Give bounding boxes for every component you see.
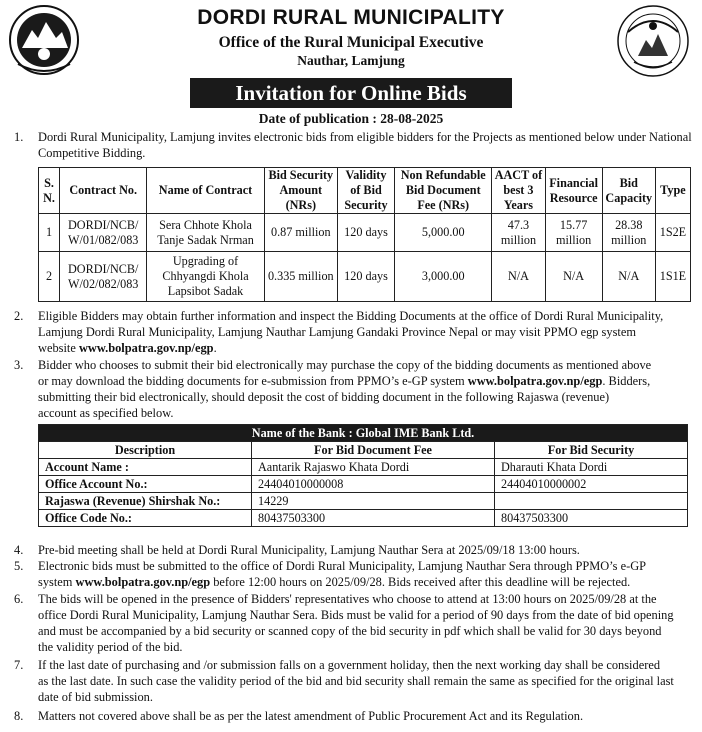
text-line: and must be accompanied by a bid security or scanned copy of the bid security in pdf which shall be valid for 30 days beyond [38, 624, 662, 638]
col-contract-name: Name of Contract [147, 168, 264, 214]
table-row [39, 459, 688, 476]
office-location: Nauthar, Lamjung [297, 53, 405, 68]
text: system [38, 575, 76, 589]
text: . [213, 341, 217, 355]
col-doc-fee: For Bid Document Fee [252, 442, 495, 459]
cell: Office Account No.: [39, 476, 252, 493]
text-line: Bidder who chooses to submit their bid electronically may purchase the copy of the bidding documents as mentioned above [38, 358, 652, 372]
egp-link[interactable]: www.bolpatra.gov.np/egp [467, 374, 603, 388]
item-number: 4. [14, 543, 24, 557]
cell: 5,000.00 [395, 214, 492, 252]
cell: 24404010000002 [495, 476, 688, 493]
col-sn: S. N. [39, 168, 60, 214]
cell: 80437503300 [252, 510, 495, 527]
paragraph-8: Matters not covered above shall be as per the latest amendment of Public Procurement Act and its Regulation. [38, 709, 584, 723]
text-line: date of bid submission. [38, 690, 153, 704]
cell: 24404010000008 [252, 476, 495, 493]
item-number: 7. [14, 658, 24, 672]
col-bid-security: Bid Security Amount (NRs) [264, 168, 337, 214]
cell: Rajaswa (Revenue) Shirshak No.: [39, 493, 252, 510]
table-row [39, 476, 688, 493]
paragraph-1: Dordi Rural Municipality, Lamjung invites electronic bids from eligible bidders for the Projects as mentioned below under National Competitive Bidding. [38, 130, 692, 160]
item-number: 5. [14, 559, 24, 573]
office-seal-icon [616, 4, 690, 78]
item-number: 3. [14, 358, 24, 372]
paragraph-6 [38, 591, 700, 655]
table-row [39, 493, 688, 510]
col-aact: AACT of best 3 Years [492, 168, 545, 214]
egp-link[interactable]: www.bolpatra.gov.np/egp [75, 575, 211, 589]
bid-table [38, 167, 691, 302]
text-line [38, 340, 698, 356]
cell: Aantarik Rajaswo Khata Dordi [252, 459, 495, 476]
cell: DORDI/NCB/ W/02/082/083 [60, 252, 147, 302]
cell: 0.87 million [264, 214, 337, 252]
office-name: Office of the Rural Municipal Executive [218, 34, 484, 51]
item-number: 2. [14, 309, 24, 323]
table-row [39, 252, 691, 302]
paragraph-2 [38, 308, 698, 356]
publication-date: Date of publication : 28-08-2025 [258, 111, 444, 126]
cell: 120 days [337, 214, 394, 252]
col-bid-security: For Bid Security [495, 442, 688, 459]
cell: 1S2E [655, 214, 690, 252]
cell: 2 [39, 252, 60, 302]
municipality-name: DORDI RURAL MUNICIPALITY [197, 6, 505, 29]
col-capacity: Bid Capacity [602, 168, 655, 214]
cell: DORDI/NCB/ W/01/082/083 [60, 214, 147, 252]
bid-table-header [39, 168, 691, 214]
text-line: Electronic bids must be submitted to the office of Dordi Rural Municipality, Lamjung Nauthar Sera through PPMO’s e-GP [38, 559, 647, 573]
item-number: 1. [14, 130, 24, 144]
text-line: as the last date. In such case the validity period of the bid and bid security shall remain the same as specified for the original last [38, 674, 674, 688]
item-number: 8. [14, 709, 24, 723]
cell: 3,000.00 [395, 252, 492, 302]
notice-header [0, 0, 702, 74]
text-line: If the last date of purchasing and /or submission falls on a government holiday, then the next working day shall be considered [38, 658, 661, 672]
paragraph-7 [38, 657, 700, 705]
text-line [38, 574, 698, 590]
paragraph-5 [38, 558, 698, 590]
cell: Account Name : [39, 459, 252, 476]
cell: N/A [492, 252, 545, 302]
egp-link[interactable]: www.bolpatra.gov.np/egp [78, 341, 214, 355]
notice-banner: Invitation for Online Bids [190, 78, 512, 108]
text-line: account as specified below. [38, 406, 174, 420]
table-row [39, 214, 691, 252]
cell: N/A [602, 252, 655, 302]
text-line: office Dordi Rural Municipality, Lamjung Nauthar Sera. Bids must be valid for a period of 90 days from the date of bid opening [38, 608, 674, 622]
cell: 1S1E [655, 252, 690, 302]
col-financial: Financial Resource [545, 168, 602, 214]
cell: Office Code No.: [39, 510, 252, 527]
cell [495, 493, 688, 510]
text: website [38, 341, 79, 355]
text-line: The bids will be opened in the presence of Bidders' representatives who choose to attend at 13:00 hours on 2025/09/28 at the [38, 592, 657, 606]
cell: 120 days [337, 252, 394, 302]
text: before 12:00 hours on 2025/09/28. Bids received after this deadline will be rejected. [210, 575, 631, 589]
cell: Sera Chhote Khola Tanje Sadak Nrman [147, 214, 264, 252]
cell: Dharauti Khata Dordi [495, 459, 688, 476]
bank-table-header [39, 442, 688, 459]
text-line: Lamjung Dordi Rural Municipality, Lamjung Nauthar Lamjung Gandaki Province Nepal or may visit PPMO egp system [38, 325, 636, 339]
cell: 14229 [252, 493, 495, 510]
text-line: the validity period of the bid. [38, 640, 183, 654]
cell: 0.335 million [264, 252, 337, 302]
table-row [39, 510, 688, 527]
text-line: Eligible Bidders may obtain further information and inspect the Bidding Documents at the office of Dordi Rural Municipality, [38, 309, 664, 323]
item-number: 6. [14, 592, 24, 606]
cell: 1 [39, 214, 60, 252]
paragraph-4: Pre-bid meeting shall be held at Dordi Rural Municipality, Lamjung Nauthar Sera at 2025/09/18 13:00 hours. [38, 543, 580, 557]
col-doc-fee: Non Refundable Bid Document Fee (NRs) [395, 168, 492, 214]
col-description: Description [39, 442, 252, 459]
cell: 80437503300 [495, 510, 688, 527]
paragraph-3 [38, 357, 698, 421]
cell: 15.77 million [545, 214, 602, 252]
cell: Upgrading of Chhyangdi Khola Lapsibot Sadak [147, 252, 264, 302]
bank-account-table [38, 424, 688, 527]
text-line [38, 373, 698, 389]
cell: 47.3 million [492, 214, 545, 252]
text-line: submitting their bid electronically, should deposit the cost of bidding document in the following Rajaswa (revenue) [38, 390, 610, 404]
col-type: Type [655, 168, 690, 214]
col-contract-no: Contract No. [60, 168, 147, 214]
text: . Bidders, [602, 374, 651, 388]
bank-name: Name of the Bank : Global IME Bank Ltd. [39, 425, 688, 442]
cell: N/A [545, 252, 602, 302]
text: or may download the bidding documents for e-submission from PPMO’s e-GP system [38, 374, 468, 388]
cell: 28.38 million [602, 214, 655, 252]
col-validity: Validity of Bid Security [337, 168, 394, 214]
